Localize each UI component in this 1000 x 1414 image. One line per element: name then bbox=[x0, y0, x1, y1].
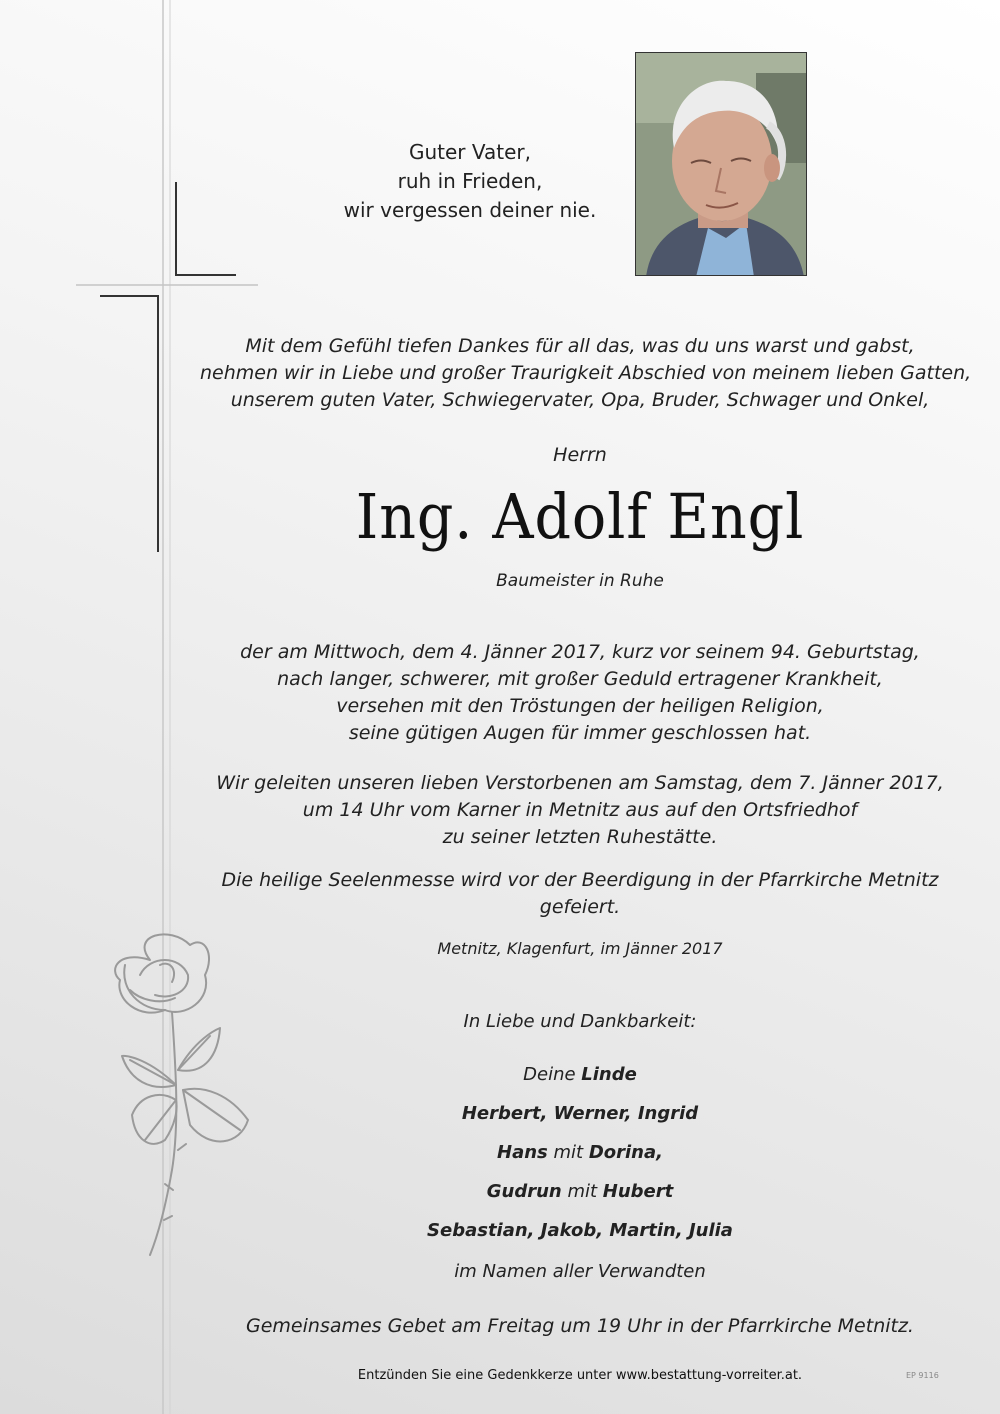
death-line: nach langer, schwerer, mit großer Geduld ertragener Krankheit, bbox=[277, 668, 883, 690]
intro-line: nehmen wir in Liebe und großer Traurigkeit Abschied von meinem lieben Gatten, bbox=[200, 362, 972, 384]
motto-line: ruh in Frieden, bbox=[397, 169, 543, 193]
death-notice bbox=[200, 639, 960, 747]
motto-line: wir vergessen deiner nie. bbox=[343, 198, 597, 222]
family-name: Hubert bbox=[602, 1181, 674, 1202]
family-line bbox=[200, 1211, 960, 1250]
motto bbox=[300, 138, 640, 225]
family-name: Dorina, bbox=[588, 1142, 663, 1163]
family-line bbox=[200, 1094, 960, 1133]
family-name: Sebastian, Jakob, Martin, Julia bbox=[427, 1220, 733, 1241]
deceased-name: Ing. Adolf Engl bbox=[355, 480, 805, 553]
portrait-photo bbox=[635, 52, 807, 276]
family-prefix: Deine bbox=[523, 1064, 576, 1085]
funeral-line: Wir geleiten unseren lieben Verstorbenen am Samstag, dem 7. Jänner 2017, bbox=[216, 772, 944, 794]
family-line bbox=[200, 1172, 960, 1211]
motto-line: Guter Vater, bbox=[408, 140, 531, 164]
death-line: seine gütigen Augen für immer geschlossen hat. bbox=[348, 722, 812, 744]
family-name: Gudrun bbox=[486, 1181, 562, 1202]
mass-notice: Die heilige Seelenmesse wird vor der Beerdigung in der Pfarrkirche Metnitz gefeiert. bbox=[221, 869, 939, 918]
family-name: Herbert, Werner, Ingrid bbox=[461, 1103, 699, 1124]
family-line bbox=[200, 1133, 960, 1172]
salutation: Herrn bbox=[553, 444, 607, 466]
thanks-line: In Liebe und Dankbarkeit: bbox=[463, 1011, 697, 1032]
footer-candle-link[interactable]: Entzünden Sie eine Gedenkkerze unter www.bestattung-vorreiter.at. bbox=[357, 1368, 803, 1383]
funeral-line: um 14 Uhr vom Karner in Metnitz aus auf den Ortsfriedhof bbox=[302, 799, 858, 821]
intro-line: Mit dem Gefühl tiefen Dankes für all das, was du uns warst und gabst, bbox=[245, 335, 915, 357]
family-name: Hans bbox=[497, 1142, 548, 1163]
family-name: Linde bbox=[581, 1064, 637, 1085]
document-code: EP 9116 bbox=[906, 1371, 939, 1380]
death-line: versehen mit den Tröstungen der heiligen Religion, bbox=[336, 695, 824, 717]
death-line: der am Mittwoch, dem 4. Jänner 2017, kurz vor seinem 94. Geburtstag, bbox=[240, 641, 920, 663]
family-line bbox=[200, 1055, 960, 1094]
prayer-notice: Gemeinsames Gebet am Freitag um 19 Uhr in der Pfarrkirche Metnitz. bbox=[246, 1315, 914, 1337]
deceased-profession: Baumeister in Ruhe bbox=[496, 571, 664, 591]
funeral-notice bbox=[200, 770, 960, 851]
family-list bbox=[200, 1055, 960, 1250]
intro-line: unserem guten Vater, Schwiegervater, Opa, Bruder, Schwager und Onkel, bbox=[230, 389, 930, 411]
place-date: Metnitz, Klagenfurt, im Jänner 2017 bbox=[437, 939, 723, 958]
intro-text bbox=[200, 333, 972, 414]
family-connector: mit bbox=[567, 1181, 598, 1202]
funeral-line: zu seiner letzten Ruhestätte. bbox=[442, 826, 718, 848]
family-connector: mit bbox=[553, 1142, 584, 1163]
relatives-line: im Namen aller Verwandten bbox=[454, 1261, 706, 1282]
